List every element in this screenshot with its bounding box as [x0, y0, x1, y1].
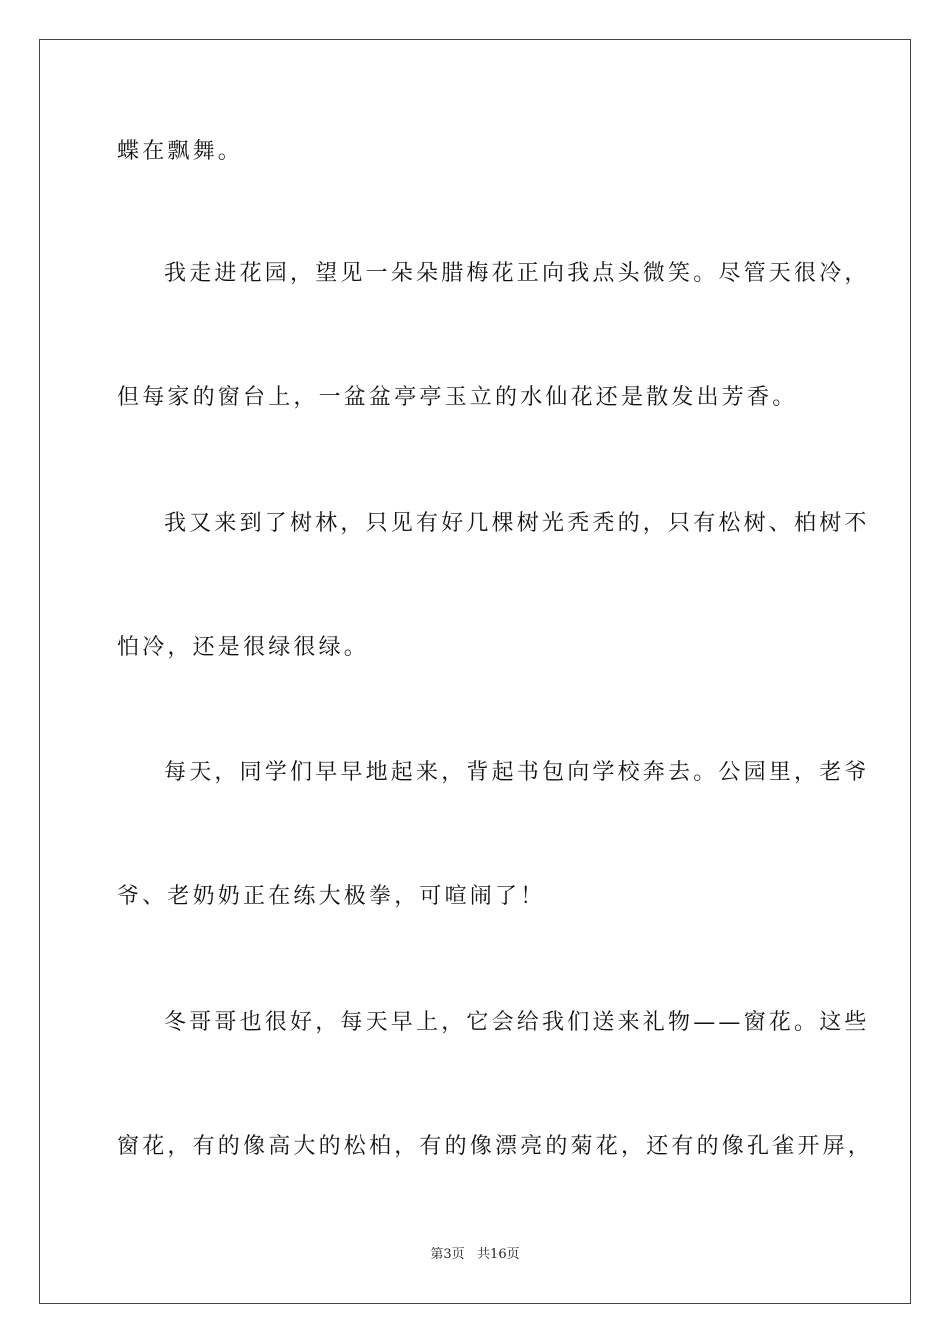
text-line: 怕冷，还是很绿很绿。: [117, 635, 370, 660]
paragraph-start-line: 冬哥哥也很好，每天早上，它会给我们送来礼物——窗花。这些: [164, 1010, 870, 1035]
paragraph-start-line: 每天，同学们早早地起来，背起书包向学校奔去。公园里，老爷: [164, 760, 870, 785]
paragraph-start-line: 我又来到了树林，只见有好几棵树光秃秃的，只有松树、柏树不: [164, 511, 870, 536]
paragraph-start-line: 我走进花园，望见一朵朵腊梅花正向我点头微笑。尽管天很冷，: [164, 261, 870, 286]
page-number-footer: 第3页 共16页: [430, 1247, 520, 1262]
text-line: 窗花，有的像高大的松柏，有的像漂亮的菊花，还有的像孔雀开屏，: [117, 1134, 874, 1159]
text-line: 但每家的窗台上，一盆盆亭亭玉立的水仙花还是散发出芳香。: [117, 385, 798, 410]
text-line: 爷、老奶奶正在练大极拳，可喧闹了！: [117, 884, 546, 909]
text-line: 蝶在飘舞。: [117, 139, 244, 164]
page-border: [39, 39, 911, 1304]
